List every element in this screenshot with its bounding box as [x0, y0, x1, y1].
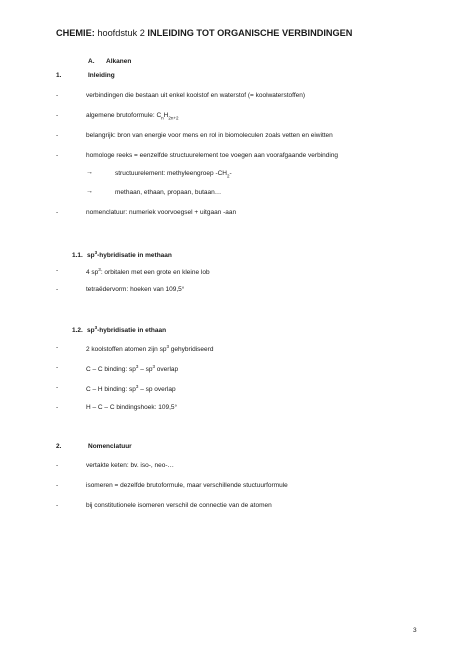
item-text: – sp overlap [138, 386, 176, 394]
bullet-dash: - [56, 209, 59, 216]
sub-item-structuurelement [115, 170, 232, 178]
page-title [56, 28, 352, 38]
list-item: verbindingen die bestaan uit enkel koolstof en waterstof (= koolwaterstoffen) [86, 92, 306, 99]
heading-text: -hybridisatie in methaan [97, 252, 172, 260]
bullet-dash: - [56, 286, 59, 293]
item-text-rest: gehybridiseerd [168, 346, 214, 354]
bullet-dash: - [56, 482, 59, 489]
list-item-gehybridiseerd [86, 344, 213, 353]
heading-sup: 3 [94, 325, 98, 330]
heading-text: -hybridisatie in ethaan [97, 327, 167, 335]
heading-sup: 3 [94, 250, 98, 255]
list-item: isomeren = dezelfde brutoformule, maar verschillende stuctuurformule [86, 482, 288, 489]
list-item: vertakte keten: bv. iso-, neo-… [86, 462, 175, 469]
formula-sub-2n2: 2n+2 [168, 115, 179, 121]
list-item: belangrijk: bron van energie voor mens en rol in biomoleculen zoals vetten en eiwitten [86, 132, 333, 139]
list-item: tetraëdervorm: hoeken van 109,5° [86, 286, 185, 293]
list-item-orbitalen [86, 267, 210, 276]
title-chapter: hoofdstuk 2 [94, 28, 148, 38]
bullet-dash: - [56, 502, 59, 509]
arrow-right-icon: → [86, 169, 93, 176]
bullet-dash: - [56, 152, 59, 159]
section-a-label: A. [88, 58, 95, 65]
list-item: nomenclatuur: numeriek voorvoegsel + uitgaan -aan [86, 209, 237, 216]
section-1-text: Inleiding [88, 72, 115, 79]
page-number: 3 [413, 627, 417, 634]
bullet-dash: - [56, 132, 59, 139]
title-subject: CHEMIE: [56, 28, 95, 38]
section-a-text: Alkanen [106, 58, 132, 65]
list-item: H – C – C bindingshoek: 109,5° [86, 404, 178, 411]
list-item: bij constitutionele isomeren verschil de connectie van de atomen [86, 502, 272, 509]
section-1-2-label: 1.2. [72, 327, 83, 335]
section-2-label: 2. [56, 443, 62, 450]
bullet-dash: - [56, 92, 59, 99]
formula-h: H [163, 112, 169, 119]
section-1-1-heading [72, 250, 172, 259]
bullet-dash: - [56, 404, 59, 411]
heading-sp: sp [87, 252, 95, 260]
list-item: homologe reeks = eenzelfde structuurelement toe voegen aan voorafgaande verbinding [86, 152, 339, 159]
item-text: C – C binding: sp [86, 366, 136, 374]
sub-item: methaan, ethaan, propaan, butaan… [115, 189, 222, 196]
item-sup: 3 [135, 384, 139, 389]
sub-item-dash: - [229, 170, 232, 177]
item-sup: 3 [166, 344, 169, 349]
item-text: overlap [155, 366, 179, 374]
item-text: 4 sp [86, 269, 99, 277]
section-1-1-label: 1.1. [72, 252, 83, 260]
section-1-heading [56, 72, 115, 79]
section-a-heading [88, 58, 131, 65]
bullet-dash: - [56, 462, 59, 469]
item-sup: 3 [98, 267, 101, 272]
section-1-2-heading [72, 325, 166, 334]
item-text: – sp [138, 366, 153, 374]
bullet-dash: - [56, 112, 59, 119]
item-sup: 3 [152, 364, 155, 369]
section-2-heading [56, 443, 132, 450]
item-text: 2 koolstoffen atomen zijn sp [86, 346, 167, 354]
sub-item-text: structuurelement: methyleengroep -CH [115, 170, 227, 177]
formula-sub-n: n [161, 115, 164, 121]
section-1-label: 1. [56, 72, 62, 79]
bullet-dash: - [56, 344, 59, 351]
heading-sp: sp [87, 327, 95, 335]
list-item-cc-binding [86, 364, 178, 373]
item-text-rest: : orbitalen met een grote en kleine lob [100, 269, 210, 277]
list-item-ch-binding [86, 384, 176, 393]
item-sup: 3 [135, 364, 139, 369]
item-text: C – H binding: sp [86, 386, 136, 394]
arrow-right-icon: → [86, 188, 93, 195]
sub-item-subscript: 2 [227, 173, 230, 179]
bullet-dash: - [56, 364, 59, 371]
list-item-brutoformule [86, 112, 179, 120]
bullet-dash: - [56, 384, 59, 391]
section-2-text: Nomenclatuur [88, 443, 132, 450]
formula-text: algemene brutoformule: C [86, 112, 162, 119]
title-topic: INLEIDING TOT ORGANISCHE VERBINDINGEN [147, 28, 353, 38]
bullet-dash: - [56, 267, 59, 274]
